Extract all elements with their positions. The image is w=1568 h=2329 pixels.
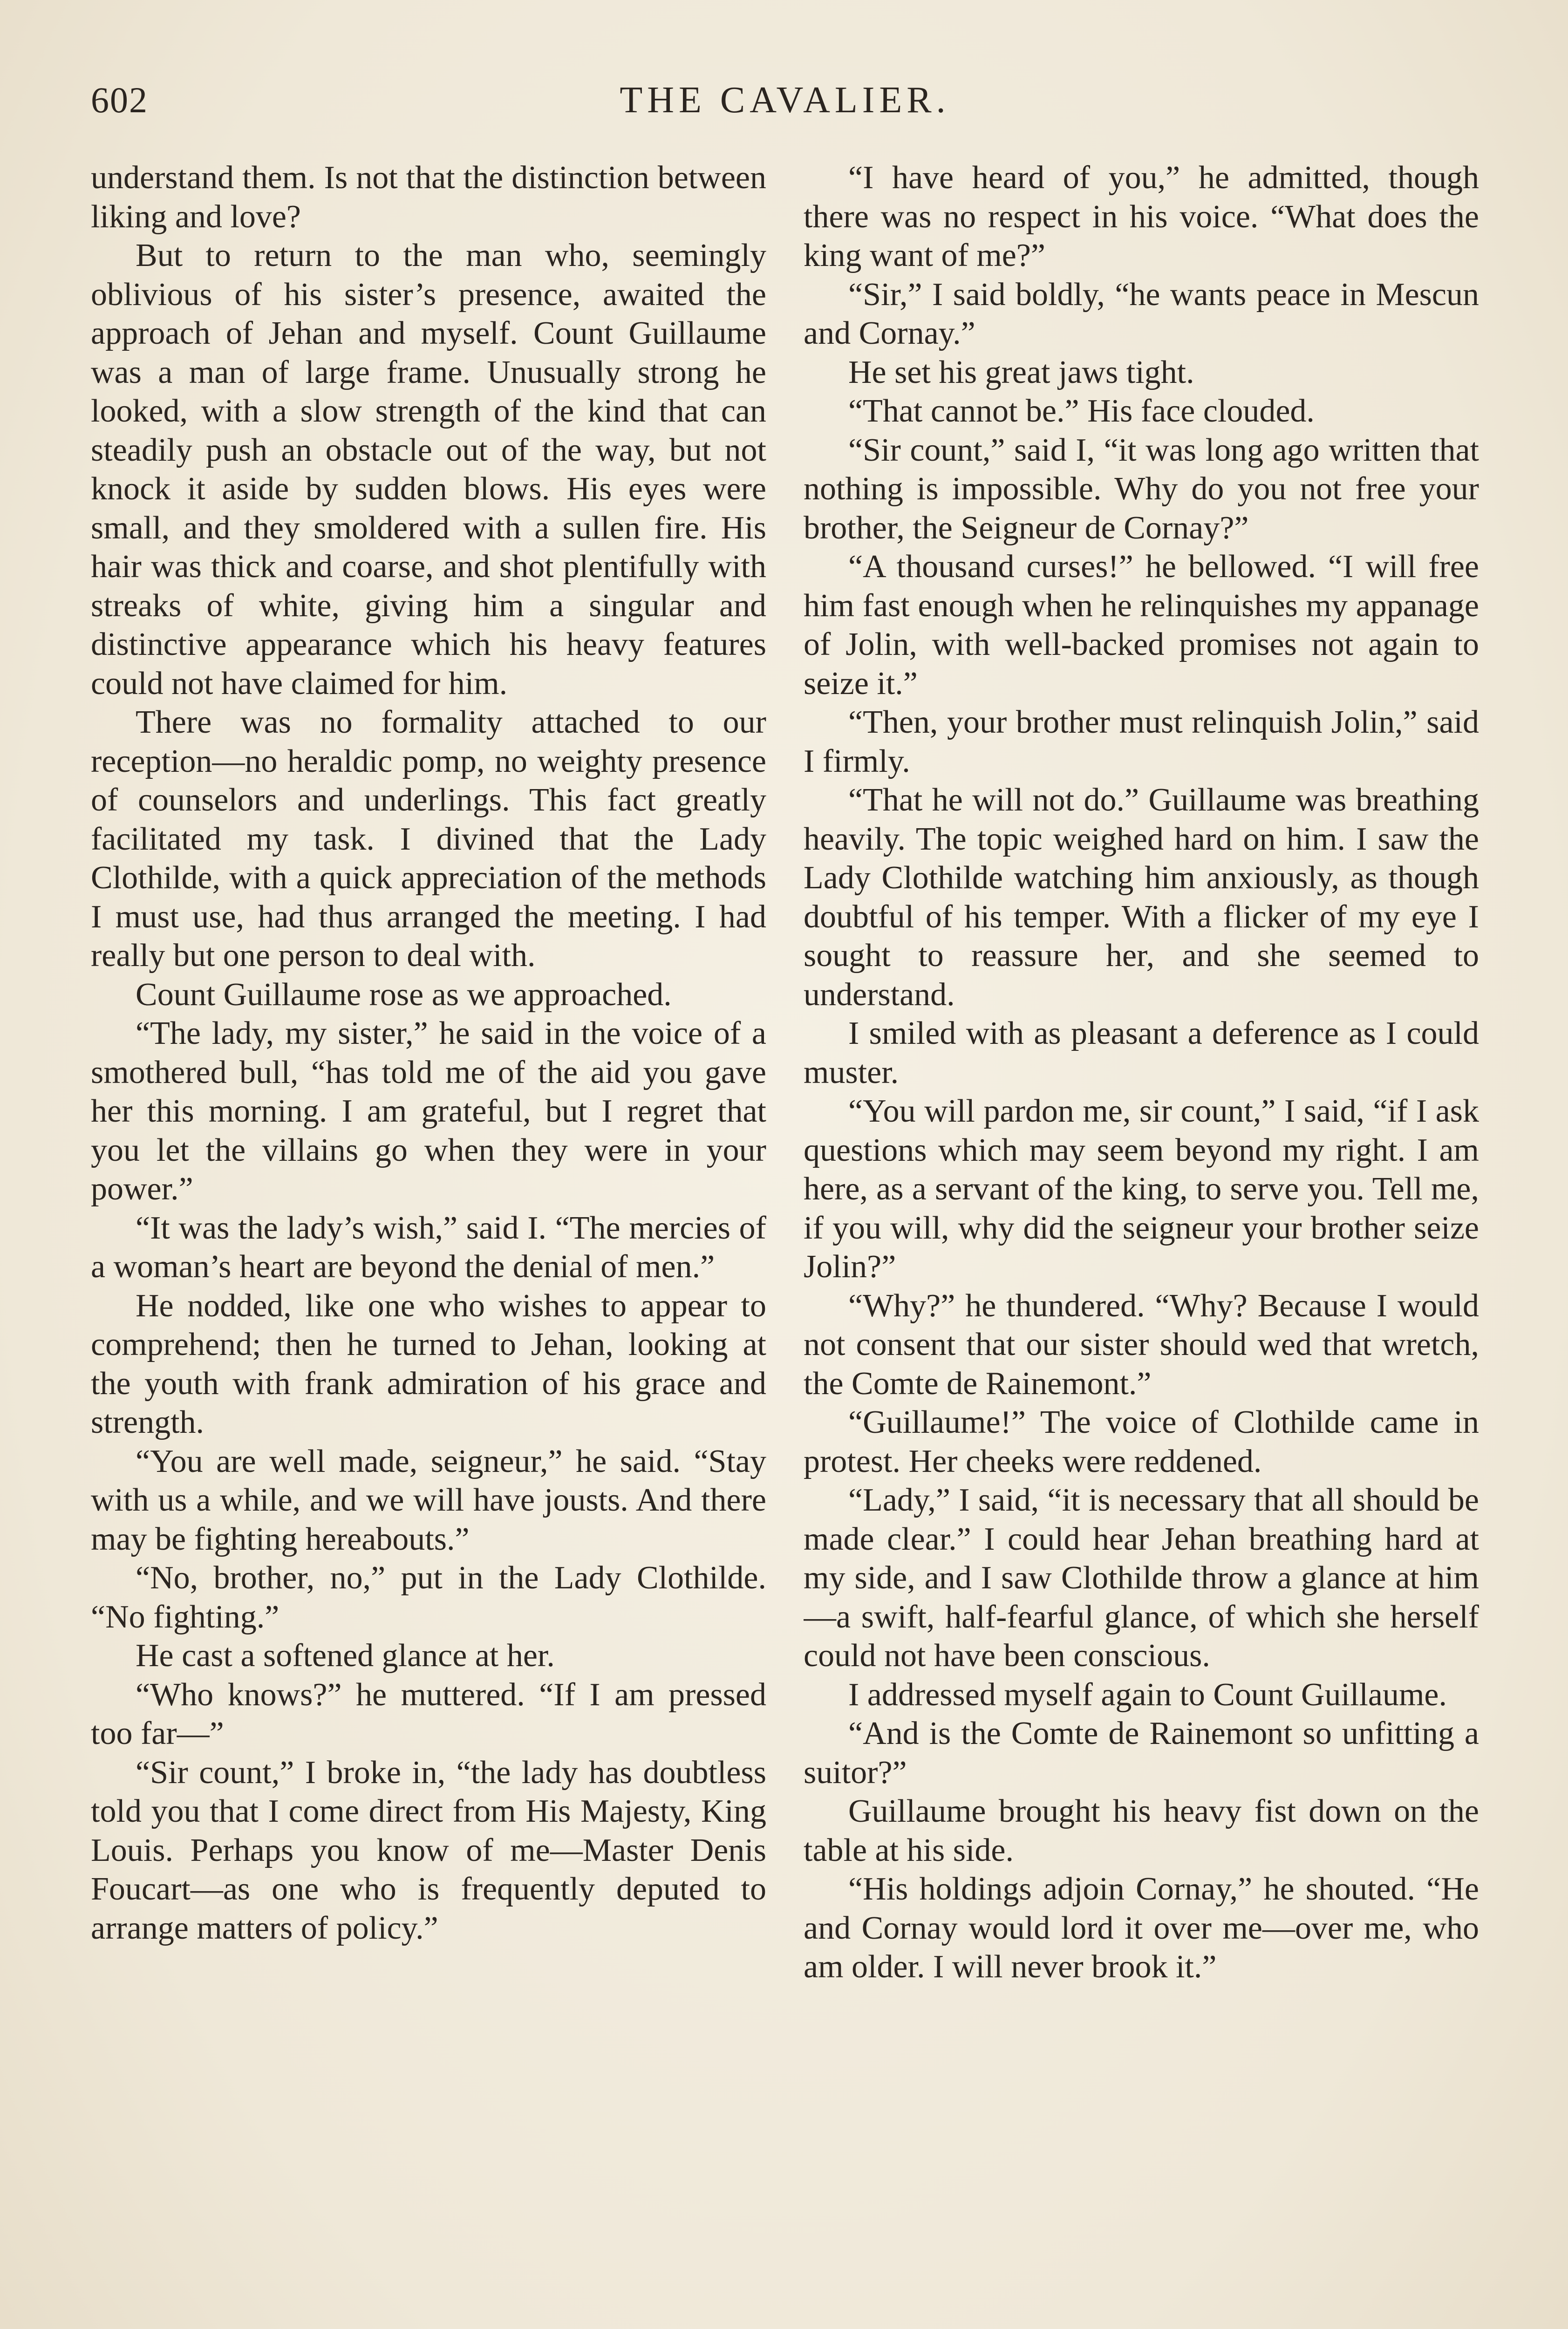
running-title: THE CAVALIER. <box>620 80 950 121</box>
paragraph: understand them. Is not that the distinction between liking and love? <box>91 160 766 235</box>
page-header <box>91 75 1479 126</box>
paragraph: “I have heard of you,” he admitted, though there was no respect in his voice. “What does the king want of me?” <box>804 160 1479 273</box>
paragraph: “His holdings adjoin Cornay,” he shouted. “He and Cornay would lord it over me—over me, who am older. I will never brook it.” <box>804 1871 1479 1985</box>
paragraph: “Sir,” I said boldly, “he wants peace in Mescun and Cornay.” <box>804 276 1479 351</box>
paragraph: “A thousand curses!” he bellowed. “I will free him fast enough when he relinquishes my appanage of Jolin, with well-backed promises not again to seize it.” <box>804 549 1479 701</box>
paragraph: “Then, your brother must relinquish Jolin,” said I firmly. <box>804 704 1479 779</box>
paragraph: But to return to the man who, seemingly oblivious of his sister’s presence, awaited the approach of Jehan and myself. Count Guillaume was a man of large frame. Unusually strong he looked, with a slow strength of the kind that can steadily push an obstacle out of the way, but not knock it aside by sudden blows. His eyes were small, and they smoldered with a sullen fire. His hair was thick and coarse, and shot plentifully with streaks of white, giving him a singular and distinctive appearance which his heavy features could not have claimed for him. <box>91 238 766 701</box>
paragraph: Guillaume brought his heavy fist down on the table at his side. <box>804 1793 1479 1868</box>
paragraph: “Lady,” I said, “it is necessary that all should be made clear.” I could hear Jehan breathing hard at my side, and I saw Clothilde throw a glance at him—a swift, half-fearful glance, of which she herself could not have been conscious. <box>804 1482 1479 1674</box>
paragraph: He nodded, like one who wishes to appear to comprehend; then he turned to Jehan, looking at the youth with frank admiration of his grace and strength. <box>91 1287 766 1440</box>
paragraph: “The lady, my sister,” he said in the voice of a smothered bull, “has told me of the aid you gave her this morning. I am grateful, but I regret that you let the villains go when they were in your power.” <box>91 1015 766 1207</box>
paragraph: “That cannot be.” His face clouded. <box>848 393 1315 429</box>
paragraph: “Guillaume!” The voice of Clothilde came in protest. Her cheeks were reddened. <box>804 1404 1479 1479</box>
paragraph: “Why?” he thundered. “Why? Because I would not consent that our sister should wed that wretch, the Comte de Rainemont.” <box>804 1287 1479 1402</box>
paragraph: “And is the Comte de Rainemont so unfitting a suitor?” <box>804 1716 1479 1791</box>
paragraph: “It was the lady’s wish,” said I. “The mercies of a woman’s heart are beyond the denial of men.” <box>91 1210 766 1285</box>
paragraph: He set his great jaws tight. <box>848 354 1194 390</box>
paragraph: He cast a softened glance at her. <box>136 1638 555 1674</box>
right-column <box>804 158 1479 2329</box>
paragraph: “You are well made, seigneur,” he said. “Stay with us a while, and we will have jousts. And there may be fighting hereabouts.” <box>91 1443 766 1557</box>
paragraph: Count Guillaume rose as we approached. <box>136 976 672 1013</box>
page-number: 602 <box>91 80 148 120</box>
paragraph: “Sir count,” said I, “it was long ago written that nothing is impossible. Why do you not free your brother, the Seigneur de Cornay?” <box>804 432 1479 546</box>
paragraph: I addressed myself again to Count Guillaume. <box>848 1676 1447 1713</box>
paragraph: “You will pardon me, sir count,” I said, “if I ask questions which may seem beyond my right. I am here, as a servant of the king, to serve you. Tell me, if you will, why did the seigneur your brother seize Jolin?” <box>804 1093 1479 1285</box>
left-column <box>91 158 766 2329</box>
paragraph: “No, brother, no,” put in the Lady Clothilde. “No fighting.” <box>91 1560 766 1635</box>
paragraph: There was no formality attached to our reception—no heraldic pomp, no weighty presence of counselors and underlings. This fact greatly facilitated my task. I divined that the Lady Clothilde, with a quick appreciation of the methods I must use, had thus arranged the meeting. I had really but one person to deal with. <box>91 704 766 974</box>
paragraph: “That he will not do.” Guillaume was breathing heavily. The topic weighed hard on him. I saw the Lady Clothilde watching him anxiously, as though doubtful of his temper. With a flicker of my eye I sought to reassure her, and she seemed to understand. <box>804 782 1479 1013</box>
paragraph: “Who knows?” he muttered. “If I am pressed too far—” <box>91 1676 766 1751</box>
paragraph: “Sir count,” I broke in, “the lady has doubtless told you that I come direct from His Majesty, King Louis. Perhaps you know of me—Master Denis Foucart—as one who is frequently deputed to arrange matters of policy.” <box>91 1754 766 1946</box>
paragraph: I smiled with as pleasant a deference as I could muster. <box>804 1015 1479 1090</box>
